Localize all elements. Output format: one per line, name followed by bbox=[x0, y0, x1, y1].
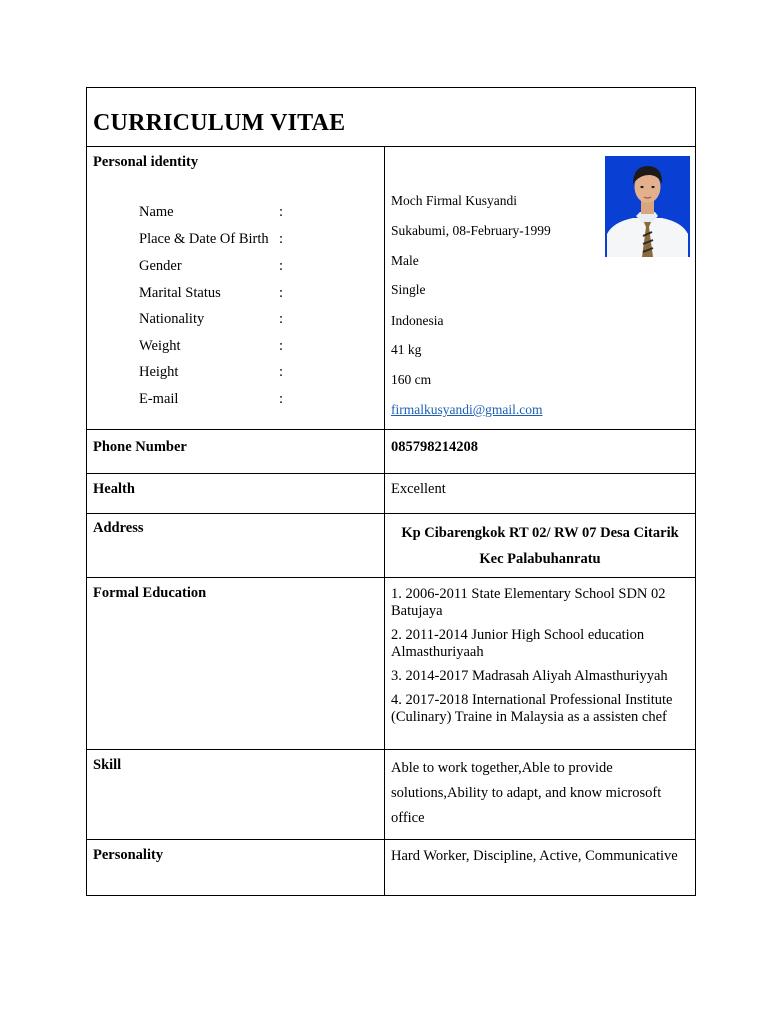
address-label: Address bbox=[93, 520, 144, 536]
weight-label: Weight bbox=[139, 338, 181, 354]
title-row bbox=[87, 88, 696, 147]
personality-label-cell bbox=[87, 840, 385, 895]
health-label-cell bbox=[87, 474, 385, 513]
profile-photo bbox=[605, 156, 690, 257]
health-value: Excellent bbox=[391, 481, 446, 497]
list-item: 4. 2017-2018 International Professional Institute (Culinary) Traine in Malaysia as a assisten chef bbox=[391, 692, 673, 725]
education-label: Formal Education bbox=[93, 585, 207, 601]
phone-row bbox=[87, 430, 696, 474]
skill-label-cell bbox=[87, 750, 385, 839]
education-label-cell bbox=[87, 578, 385, 749]
email-link[interactable]: firmalkusyandi@gmail.com bbox=[391, 402, 543, 417]
address-row bbox=[87, 514, 696, 578]
name-label: Name bbox=[139, 204, 174, 220]
personal-values-cell bbox=[385, 147, 695, 429]
weight-colon: : bbox=[279, 338, 284, 354]
address-line-1: Kp Cibarengkok RT 02/ RW 07 Desa Citarik bbox=[401, 525, 679, 541]
marital-status-value: Single bbox=[391, 282, 426, 297]
skill-value: Able to work together,Able to provide solutions,Ability to adapt, and know microsoft office bbox=[391, 760, 662, 826]
phone-label-cell bbox=[87, 430, 385, 473]
cv-document bbox=[86, 87, 696, 896]
name-value: Moch Firmal Kusyandi bbox=[391, 193, 517, 208]
birth-label: Place & Date Of Birth bbox=[139, 231, 269, 247]
personality-label: Personality bbox=[93, 847, 164, 863]
email-label: E-mail bbox=[139, 391, 179, 407]
health-value-cell bbox=[385, 474, 695, 513]
skill-row bbox=[87, 750, 696, 840]
address-value-cell bbox=[385, 514, 695, 577]
marital-status-colon: : bbox=[279, 285, 284, 301]
list-item: 3. 2014-2017 Madrasah Aliyah Almasthuriyyah bbox=[391, 668, 668, 684]
birth-value: Sukabumi, 08-February-1999 bbox=[391, 223, 551, 238]
person-portrait-icon bbox=[605, 156, 690, 257]
marital-status-label: Marital Status bbox=[139, 285, 221, 301]
phone-label: Phone Number bbox=[93, 439, 187, 455]
phone-value: 085798214208 bbox=[391, 439, 478, 455]
height-colon: : bbox=[279, 364, 284, 380]
weight-value: 41 kg bbox=[391, 342, 422, 357]
address-value bbox=[391, 520, 689, 572]
personal-identity-row bbox=[87, 147, 696, 430]
name-colon: : bbox=[279, 204, 284, 220]
skill-label: Skill bbox=[93, 757, 122, 773]
education-row bbox=[87, 578, 696, 750]
page-title: CURRICULUM VITAE bbox=[93, 110, 346, 136]
education-list bbox=[385, 578, 695, 749]
personal-identity-label: Personal identity bbox=[93, 154, 199, 170]
gender-label: Gender bbox=[139, 258, 182, 274]
nationality-value: Indonesia bbox=[391, 313, 444, 328]
height-value: 160 cm bbox=[391, 372, 432, 387]
personality-value-cell bbox=[385, 840, 695, 895]
list-item: 1. 2006-2011 State Elementary School SDN 02 Batujaya bbox=[391, 586, 666, 619]
skill-value-cell bbox=[385, 750, 695, 839]
birth-colon: : bbox=[279, 231, 284, 247]
health-label: Health bbox=[93, 481, 135, 497]
nationality-colon: : bbox=[279, 311, 284, 327]
email-colon: : bbox=[279, 391, 284, 407]
list-item: 2. 2011-2014 Junior High School education Almasthuriyaah bbox=[391, 627, 645, 660]
height-label: Height bbox=[139, 364, 179, 380]
nationality-label: Nationality bbox=[139, 311, 205, 327]
personality-row bbox=[87, 840, 696, 896]
health-row bbox=[87, 474, 696, 514]
address-label-cell bbox=[87, 514, 385, 577]
phone-value-cell bbox=[385, 430, 695, 473]
gender-value: Male bbox=[391, 253, 419, 268]
address-line-2: Kec Palabuhanratu bbox=[479, 551, 601, 567]
personal-labels-cell bbox=[87, 147, 385, 429]
gender-colon: : bbox=[279, 258, 284, 274]
personality-value: Hard Worker, Discipline, Active, Communicative bbox=[391, 848, 678, 864]
